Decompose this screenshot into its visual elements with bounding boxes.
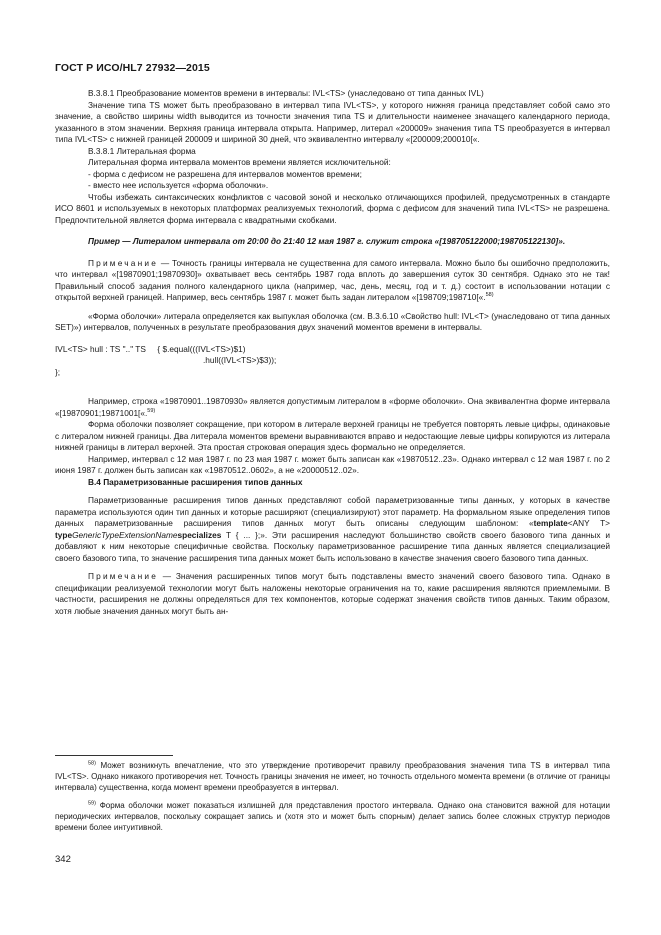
keyword: type [55, 529, 73, 540]
paragraph: В.3.8.1 Литеральная форма [88, 145, 196, 156]
paragraph: Например, интервал с 12 мая 1987 г. по 23 мая 1987 г. может быть записан как «19870512..23». Однако интервал с 12 мая 1987 г. по 2 июня 1987 г. должен быть записан как «19870512..0602», а не «20000512..02». [55, 453, 610, 475]
paragraph: Форма оболочки позволяет сокращение, при котором в литерале верхней границы не требуется повторять левые цифры, одинаковые с литералом нижней границы. Два литерала моментов времени выравниваются вправо и недостающие левые цифры копируются из литерала нижней границы в литерал верхней. Эта простая строковая операция здесь формально не определяется. [55, 419, 610, 452]
footnote-ref[interactable]: 59) [147, 407, 156, 414]
paragraph: Значение типа TS может быть преобразовано в интервал типа IVL<TS>, у которого нижняя граница представляет собой само это значение, а свойство ширины width выводится из точности значения типа TS и длительности наименее значащего календарного периода, указанного в этом значении. Верхняя граница интервала открыта. Например, литерал «200009» значения типа TS преобразуется в интервал типа IVL<TS> с нижней границей 200009 и шириной 30 дней, что эквивалентно интервалу «[200009;200010[«. [55, 99, 610, 144]
paragraph-text: Параметризованные расширения типов данных представляют собой параметризованные типы данных, у которых в качестве параметра используются один тип данных и которые расширяют (специализируют) этот параметр. На формальном языке определения типов данных параметризованные расширения типов данных могут быть описаны следующим шаблоном: « [55, 495, 610, 528]
note [55, 258, 610, 304]
paragraph: Литеральная форма интервала моментов времени является исключительной: [88, 157, 391, 167]
footnote-mark: 59) [88, 799, 96, 806]
paragraph-text: <ANY T> [567, 518, 610, 528]
list-item: - вместо нее используется «форма оболочки». [88, 180, 269, 190]
footnote-mark: 58) [88, 760, 96, 767]
paragraph-text: T { ... };». Эти расширения наследуют большинство свойств своего базового типа данных и добавляют к ним некоторые специфичные свойства. Поскольку параметризованное расширение типа данных является специализацией своего базового типа, то значение расширения типа данных может быть использовано в качестве значения своего базового типа данных. [55, 529, 610, 563]
paragraph [55, 396, 610, 419]
footnote-ref[interactable]: 58) [485, 292, 494, 299]
paragraph: «Форма оболочки» литерала определяется как выпуклая оболочка (см. В.3.6.10 «Свойство hull: IVL<T> (унаследовано от типа данных SET)») интервалов, полученных в результате преобразования двух значений моментов времени в интервалы. [55, 310, 610, 332]
keyword: specializes [177, 529, 222, 540]
section-heading: В.4 Параметризованные расширения типов данных [88, 476, 303, 487]
keyword: template [533, 518, 568, 528]
footnote-divider [55, 755, 173, 756]
paragraph-text: Например, строка «19870901..19870930» является допустимым литералом в «форме оболочки». Она эквивалентна форме интервала «[19870901;19871001[«. [55, 396, 610, 418]
footnote [55, 760, 610, 794]
document-header: ГОСТ Р ИСО/HL7 27932—2015 [55, 62, 210, 74]
page-number: 342 [55, 854, 71, 865]
code-line: IVL<TS> hull : TS ".." TS { $.equal(((IVL<TS>)$1) [55, 343, 246, 354]
type-name: GenericTypeExtensionName [72, 529, 178, 540]
code-line: .hull((IVL<TS>)$3)); [203, 355, 277, 365]
note [55, 571, 610, 617]
paragraph: В.3.8.1 Преобразование моментов времени в интервалы: IVL<TS> (унаследовано от типа данных IVL) [88, 88, 484, 98]
paragraph: Чтобы избежать синтаксических конфликтов с часовой зоной и несколько отличающихся профилей, предусмотренных в стандарте ИСО 8601 и используемых в некоторых платформах реализуемых технологий, форма с дефисом для значений типа IVL<TS> не разрешена. Предпочтительной является форма интервала с квадратными скобками. [55, 191, 610, 225]
note-label: Примечание [88, 571, 159, 581]
document-body [55, 88, 610, 617]
footnotes [55, 760, 610, 833]
example: Пример — Литералом интервала от 20:00 до 21:40 12 мая 1987 г. служит строка «[198705122000;198705122130]». [88, 236, 566, 246]
note-text: — Значения расширенных типов могут быть подставлены вместо значений своего базового типа. Однако в спецификации реализуемой технологии могут быть наложены некоторые ограничения на то, какие расширения являются приемлемыми. В частности, расширения не должны определяться для тех компонентов, которые содержат значения свойств типов данных. Таким образом, хотя любые значения данных могут быть ан- [55, 571, 610, 616]
note-text: — Точность границы интервала не существенна для самого интервала. Можно было бы ошибочно предположить, что интервал «[19870901;19870930]» охватывает весь сентябрь 1987 года вплоть до завершения суток 30 сентября. Однако это не так! Правильный способ задания полного календарного цикла (например, час, день, месяц, год и т. д.) состоит в использовании нотации с открытой верхней границей. Например, весь сентябрь 1987 г. может быть задан литералом «[198709;198710[«. [55, 257, 610, 302]
footnote [55, 800, 610, 834]
paragraph [55, 495, 610, 564]
footnote-text: Форма оболочки может показаться излишней для представления простого интервала. Однако она становится важной для нотации периодических интервалов, поскольку сокращает запись и (хотя это и может быть спорным) делает запись более сложных структур периодов времени более интуитивной. [55, 800, 610, 833]
code-block [55, 344, 610, 379]
note-label: Примечание [88, 257, 159, 268]
code-line: }; [55, 366, 61, 377]
list-item: - форма с дефисом не разрешена для интервалов моментов времени; [88, 168, 362, 179]
footnote-text: Может возникнуть впечатление, что это утверждение противоречит правилу преобразования значения типа TS в интервал типа IVL<TS>. Однако никакого противоречия нет. Точность границы значения не имеет, но точность отдельного момента времени (в отличие от границы интервала) существенна, когда момент времени преобразуется в интервал. [55, 761, 610, 793]
